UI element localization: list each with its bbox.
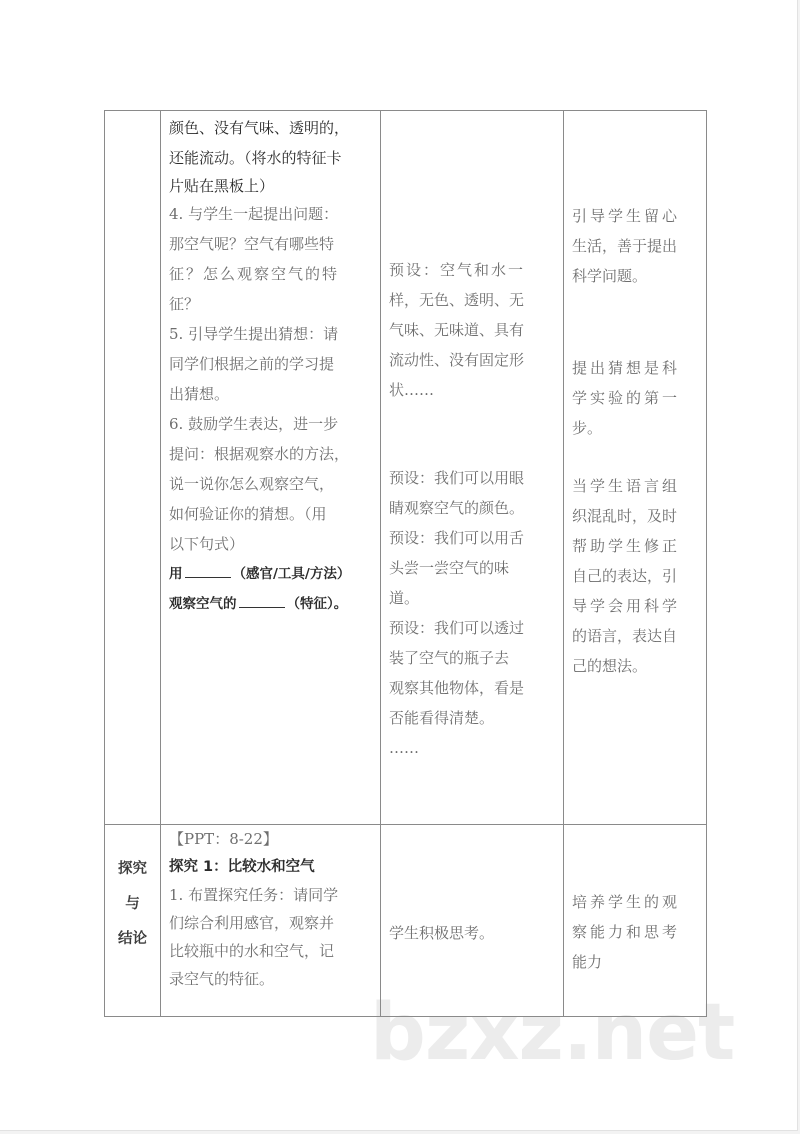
text-line: 那空气呢？空气有哪些特 [169,235,335,253]
text-line: 能力 [572,953,603,971]
text-line: 否能看得清楚。 [389,709,495,727]
text-line: 比较瓶中的水和空气，记 [169,942,335,960]
text-line: 4. 与学生一起提出问题： [169,205,339,223]
text-line: 出猜想。 [169,385,230,403]
text-line: 睛观察空气的颜色。 [389,499,525,517]
text-line: 状…… [389,381,435,399]
text-line: 征？ [169,295,200,313]
text-line: 提问：根据观察水的方法， [169,445,350,463]
text-line: 自己的表达，引 [572,567,678,585]
text-line: 的语言，表达自 [572,627,678,645]
text-line: 气味、无味道、具有 [389,321,525,339]
table-row [105,111,707,825]
sentence-suffix: （感官/工具/方法） [232,566,351,582]
design-intent-cell [564,825,707,1017]
text-line: 织混乱时，及时 [572,507,678,525]
text-line: 步。 [572,419,603,437]
text-line: 预设：我们可以透过 [389,619,525,637]
ppt-reference: 【PPT：8-22】 [169,830,278,848]
text-line: 提出猜想是科 [572,359,681,377]
text-line: 引导学生留心 [572,207,681,225]
table-row [105,825,707,1017]
text-line: 们综合利用感官，观察并 [169,914,335,932]
text-line: 学实验的第一 [572,389,681,407]
text-line: 观察其他物体，看是 [389,679,525,697]
text-line: 帮助学生修正 [572,537,681,555]
text-line: 当学生语言组 [572,477,681,495]
text-line: 还能流动。（将水的特征卡 [169,149,342,167]
text-line: 以下句式） [169,535,245,553]
section-heading: 探究 1：比较水和空气 [169,859,315,875]
stage-label: 探究 [118,861,147,877]
text-line: 颜色、没有气味、透明的， [169,119,350,137]
stage-cell [105,825,161,1017]
sentence-pattern-line-1 [169,559,376,589]
text-line: …… [389,739,419,757]
text-line: 学生积极思考。 [389,924,495,942]
text-line: 流动性、没有固定形 [389,351,525,369]
text-line: 培养学生的观 [572,893,681,911]
text-line: 录空气的特征。 [169,970,275,988]
text-line: 样，无色、透明、无 [389,291,525,309]
text-line: 预设：我们可以用眼 [389,469,525,487]
text-line: 察能力和思考 [572,923,681,941]
sentence-suffix: （特征）。 [286,596,348,612]
text-line: 6. 鼓励学生表达，进一步 [169,415,339,433]
spacer [572,291,702,353]
text-line: 装了空气的瓶子去 [389,649,510,667]
lesson-plan-table [104,110,707,1017]
spacer [572,443,702,471]
sentence-pattern-line-2 [169,589,376,619]
text-line: 道。 [389,589,420,607]
text-line: 说一说你怎么观察空气， [169,475,335,493]
text-line: 5. 引导学生提出猜想：请 [169,325,339,343]
sentence-prefix: 用 [169,566,183,582]
spacer [389,405,559,463]
watermark: bzxz.net [370,988,735,1078]
stage-cell [105,111,161,825]
student-activity-cell [381,825,564,1017]
design-intent-cell [564,111,707,825]
text-line: 如何验证你的猜想。（用 [169,505,327,523]
teacher-activity-cell [161,825,381,1017]
text-line: 1. 布置探究任务：请同学 [169,886,339,904]
text-line: 征？怎么观察空气的特 [169,265,340,283]
text-line: 预设：我们可以用舌 [389,529,525,547]
text-line: 预设：空气和水一 [389,261,526,279]
fill-in-blank [239,593,285,608]
text-line: 生活，善于提出 [572,237,678,255]
stage-label: 与 [125,896,140,912]
stage-label: 结论 [118,931,147,947]
student-activity-cell [381,111,564,825]
text-line: 同学们根据之前的学习提 [169,355,335,373]
text-line: 片贴在黑板上） [169,177,275,195]
teacher-activity-cell [161,111,381,825]
sentence-prefix: 观察空气的 [169,596,237,612]
text-line: 导学会用科学 [572,597,681,615]
text-line: 头尝一尝空气的味 [389,559,510,577]
text-line: 己的想法。 [572,657,648,675]
text-line: 科学问题。 [572,267,648,285]
fill-in-blank [185,563,231,578]
